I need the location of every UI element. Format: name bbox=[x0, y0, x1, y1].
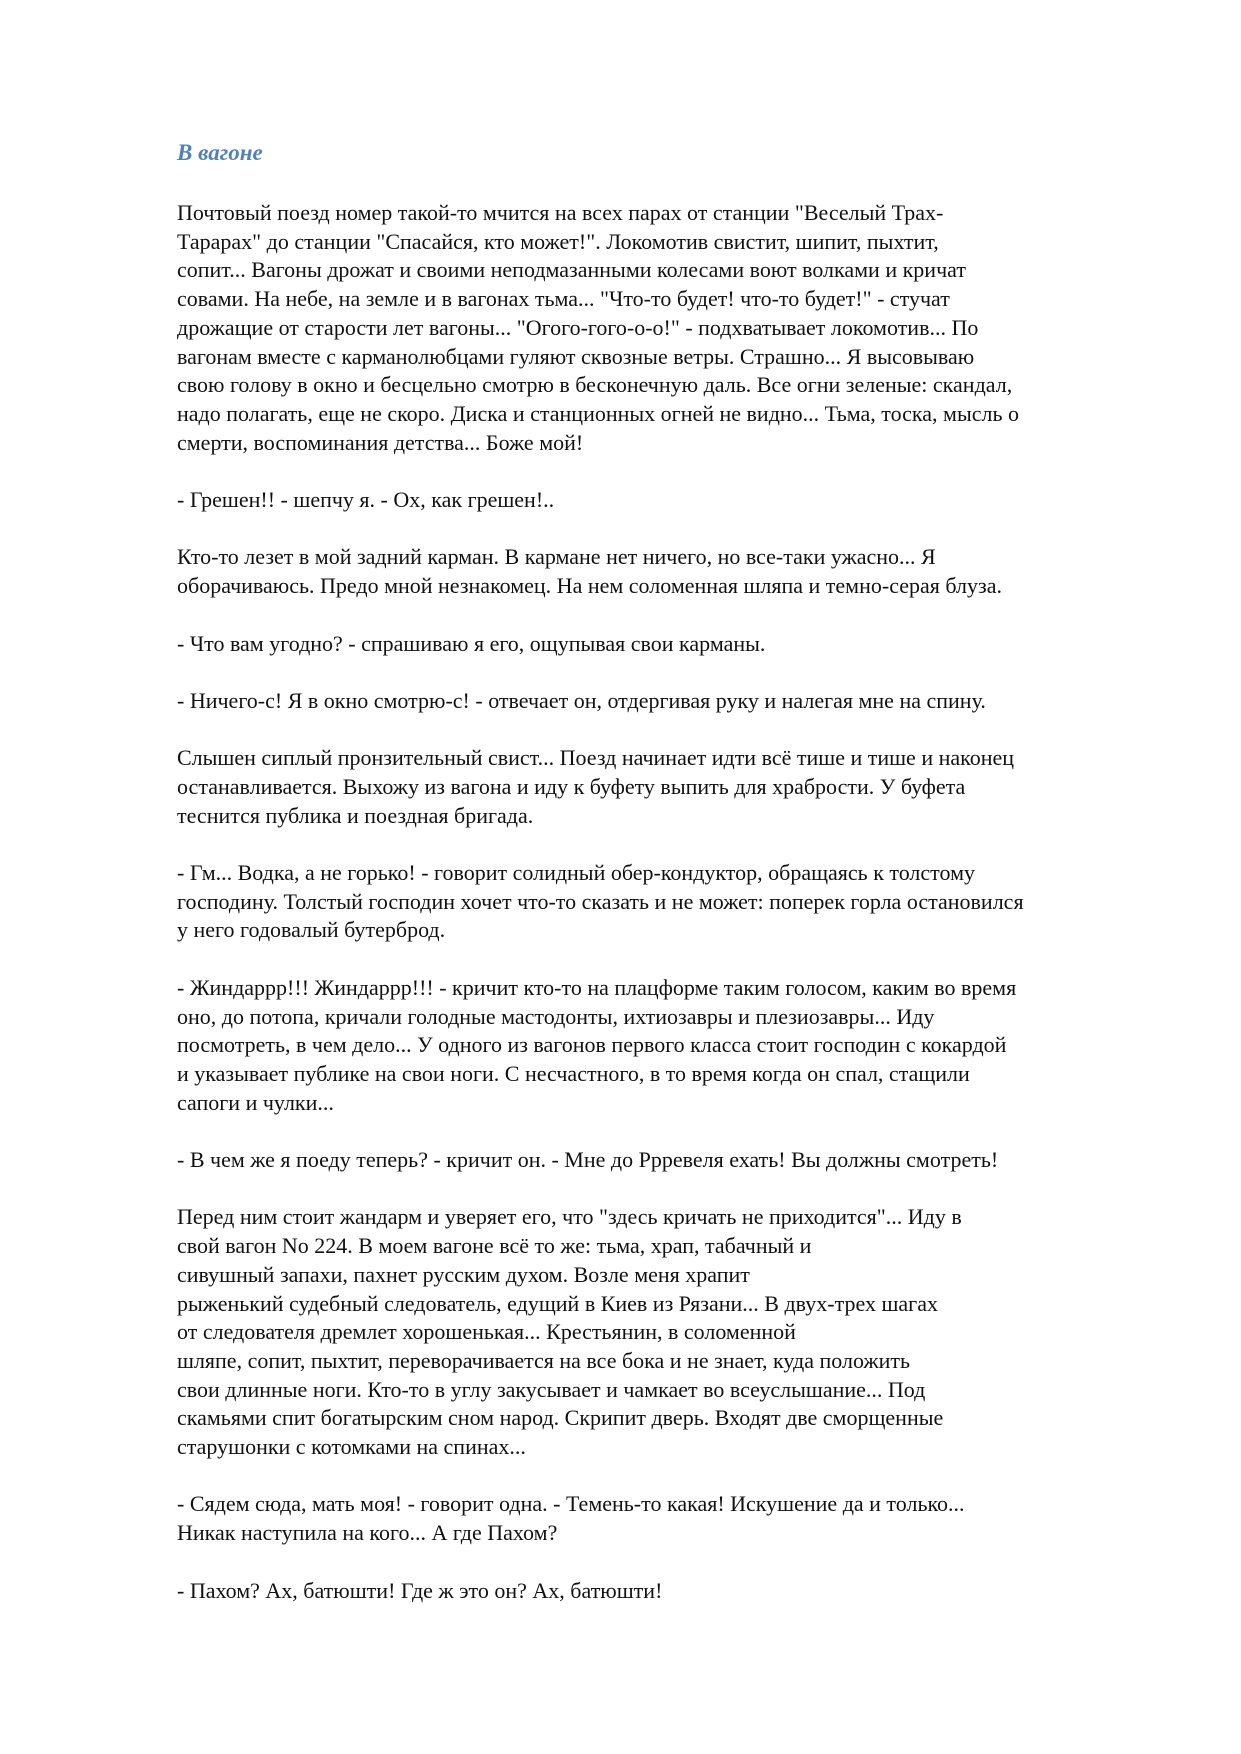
text-line: - В чем же я поеду теперь? - кричит он. - Мне до Ррревеля ехать! Вы должны смотреть! bbox=[177, 1147, 999, 1173]
text-line: - Что вам угодно? - спрашиваю я его, ощупывая свои карманы. bbox=[177, 630, 766, 656]
text-line: вагонам вместе с карманолюбцами гуляют сквозные ветры. Страшно... Я высовываю bbox=[177, 343, 975, 369]
text-line: свой вагон No 224. В моем вагоне всё то же: тьма, храп, табачный и bbox=[177, 1233, 812, 1259]
text-line: сопит... Вагоны дрожат и своими неподмазанными колесами воют волками и кричат bbox=[177, 257, 966, 283]
text-line: Слышен сиплый пронзительный свист... Поезд начинает идти всё тише и тише и наконец bbox=[177, 745, 1015, 771]
paragraph bbox=[177, 744, 1187, 830]
paragraph bbox=[177, 687, 1187, 716]
text-line: Кто-то лезет в мой задний карман. В кармане нет ничего, но все-таки ужасно... Я bbox=[177, 544, 936, 570]
text-line: теснится публика и поездная бригада. bbox=[177, 802, 534, 828]
text-line: старушонки с котомками на спинах... bbox=[177, 1434, 526, 1460]
text-line: - Пахом? Ах, батюшти! Где ж это он? Ах, батюшти! bbox=[177, 1577, 663, 1603]
text-line: смерти, воспоминания детства... Боже мой! bbox=[177, 429, 584, 455]
text-line: и указывает публике на свои ноги. С несчастного, в то время когда он спал, стащили bbox=[177, 1060, 970, 1086]
document-body bbox=[177, 199, 1187, 1634]
text-line: посмотреть, в чем дело... У одного из вагонов первого класса стоит господин с кокардой bbox=[177, 1032, 1007, 1058]
paragraph bbox=[177, 630, 1187, 659]
paragraph bbox=[177, 199, 1187, 457]
document-title: В вагоне bbox=[177, 140, 263, 165]
text-line: скамьями спит богатырским сном народ. Скрипит дверь. Входят две сморщенные bbox=[177, 1405, 944, 1431]
paragraph bbox=[177, 543, 1187, 600]
text-line: Тарарах" до станции "Спасайся, кто может!". Локомотив свистит, шипит, пыхтит, bbox=[177, 228, 939, 254]
text-line: от следователя дремлет хорошенькая... Крестьянин, в соломенной bbox=[177, 1319, 796, 1345]
text-line: Почтовый поезд номер такой-то мчится на всех парах от станции "Веселый Трах- bbox=[177, 200, 944, 225]
text-line: свою голову в окно и бесцельно смотрю в бесконечную даль. Все огни зеленые: скандал, bbox=[177, 372, 1013, 398]
text-line: у него годовалый бутерброд. bbox=[177, 917, 446, 943]
text-line: совами. На небе, на земле и в вагонах тьма... "Что-то будет! что-то будет!" - стучат bbox=[177, 286, 950, 312]
text-line: Никак наступила на кого... А где Пахом? bbox=[177, 1520, 558, 1546]
text-line: рыженький судебный следователь, едущий в Киев из Рязани... В двух-трех шагах bbox=[177, 1290, 938, 1316]
text-line: оно, до потопа, кричали голодные мастодонты, ихтиозавры и плезиозавры... Иду bbox=[177, 1003, 935, 1029]
text-line: господину. Толстый господин хочет что-то сказать и не может: поперек горла остановился bbox=[177, 888, 1024, 914]
text-line: - Жиндаррр!!! Жиндаррр!!! - кричит кто-то на плацформе таким голосом, каким во время bbox=[177, 974, 1017, 1000]
paragraph bbox=[177, 1577, 1187, 1606]
text-line: дрожащие от старости лет вагоны... "Огого-гого-о-о!" - подхватывает локомотив... По bbox=[177, 314, 979, 340]
text-line: свои длинные ноги. Кто-то в углу закусывает и чамкает во всеуслышание... Под bbox=[177, 1376, 926, 1402]
text-line: - Сядем сюда, мать моя! - говорит одна. - Темень-то какая! Искушение да и только... bbox=[177, 1491, 965, 1517]
text-line: останавливается. Выхожу из вагона и иду к буфету выпить для храбрости. У буфета bbox=[177, 773, 966, 799]
text-line: сапоги и чулки... bbox=[177, 1089, 334, 1115]
paragraph bbox=[177, 1146, 1187, 1175]
paragraph bbox=[177, 1203, 1187, 1461]
paragraph bbox=[177, 1490, 1187, 1547]
paragraph bbox=[177, 859, 1187, 945]
text-line: шляпе, сопит, пыхтит, переворачивается на все бока и не знает, куда положить bbox=[177, 1347, 911, 1373]
text-line: оборачиваюсь. Предо мной незнакомец. На нем соломенная шляпа и темно-серая блуза. bbox=[177, 573, 1002, 599]
text-line: - Ничего-с! Я в окно смотрю-с! - отвечает он, отдергивая руку и налегая мне на спину. bbox=[177, 687, 986, 713]
text-line: - Грешен!! - шепчу я. - Ох, как грешен!.. bbox=[177, 487, 555, 513]
text-line: - Гм... Водка, а не горько! - говорит солидный обер-кондуктор, обращаясь к толстому bbox=[177, 860, 975, 886]
text-line: сивушный запахи, пахнет русским духом. Возле меня храпит bbox=[177, 1261, 750, 1287]
text-line: Перед ним стоит жандарм и уверяет его, что "здесь кричать не приходится"... Иду в bbox=[177, 1204, 962, 1230]
text-line: надо полагать, еще не скоро. Диска и станционных огней не видно... Тьма, тоска, мысль о bbox=[177, 400, 1020, 426]
paragraph bbox=[177, 486, 1187, 515]
paragraph bbox=[177, 974, 1187, 1118]
